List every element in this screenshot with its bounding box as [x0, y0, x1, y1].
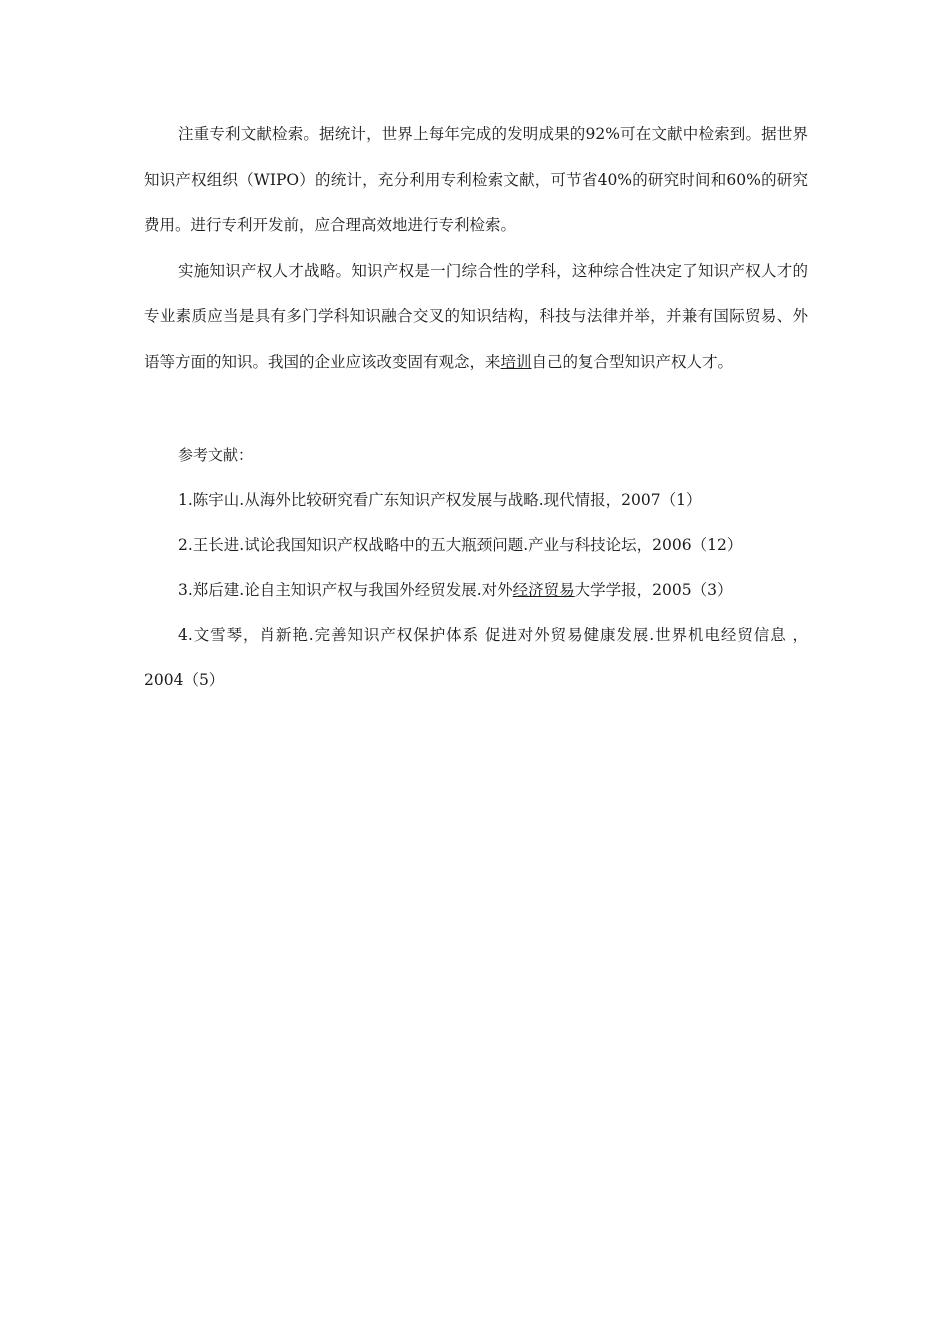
reference-item-3	[144, 568, 808, 613]
paragraph-patent-search: 注重专利文献检索。据统计，世界上每年完成的发明成果的92%可在文献中检索到。据世界知识产权组织（WIPO）的统计，充分利用专利检索文献，可节省40%的研究时间和60%的研究费用。进行专利开发前，应合理高效地进行专利检索。	[144, 125, 808, 234]
reference-item-1: 1.陈宇山.从海外比较研究看广东知识产权发展与战略.现代情报，2007（1）	[178, 491, 702, 509]
reference-item-2: 2.王长进.试论我国知识产权战略中的五大瓶颈问题.产业与科技论坛，2006（12）	[178, 536, 743, 554]
reference-text: 大学学报，2005（3）	[574, 581, 733, 599]
training-link[interactable]: 培训	[500, 352, 532, 371]
document-page	[144, 112, 808, 703]
economic-trade-link[interactable]: 经济贸易	[512, 581, 575, 599]
reference-item-4: 4.文雪琴，肖新艳.完善知识产权保护体系 促进对外贸易健康发展.世界机电经贸信息 ，2004（5）	[144, 626, 808, 689]
paragraph-talent-strategy	[144, 249, 808, 386]
references-heading: 参考文献：	[178, 446, 254, 464]
reference-text: 3.郑后建.论自主知识产权与我国外经贸发展.对外	[178, 581, 513, 599]
paragraph-text: 实施知识产权人才战略。知识产权是一门综合性的学科，这种综合性决定了知识产权人才的专业素质应当是具有多门学科知识融合交叉的知识结构，科技与法律并举，并兼有国际贸易、外语等方面的知识。我国的企业应该改变固有观念，来	[144, 261, 808, 371]
paragraph-text: 自己的复合型知识产权人才。	[531, 352, 734, 371]
section-spacer	[144, 385, 808, 433]
